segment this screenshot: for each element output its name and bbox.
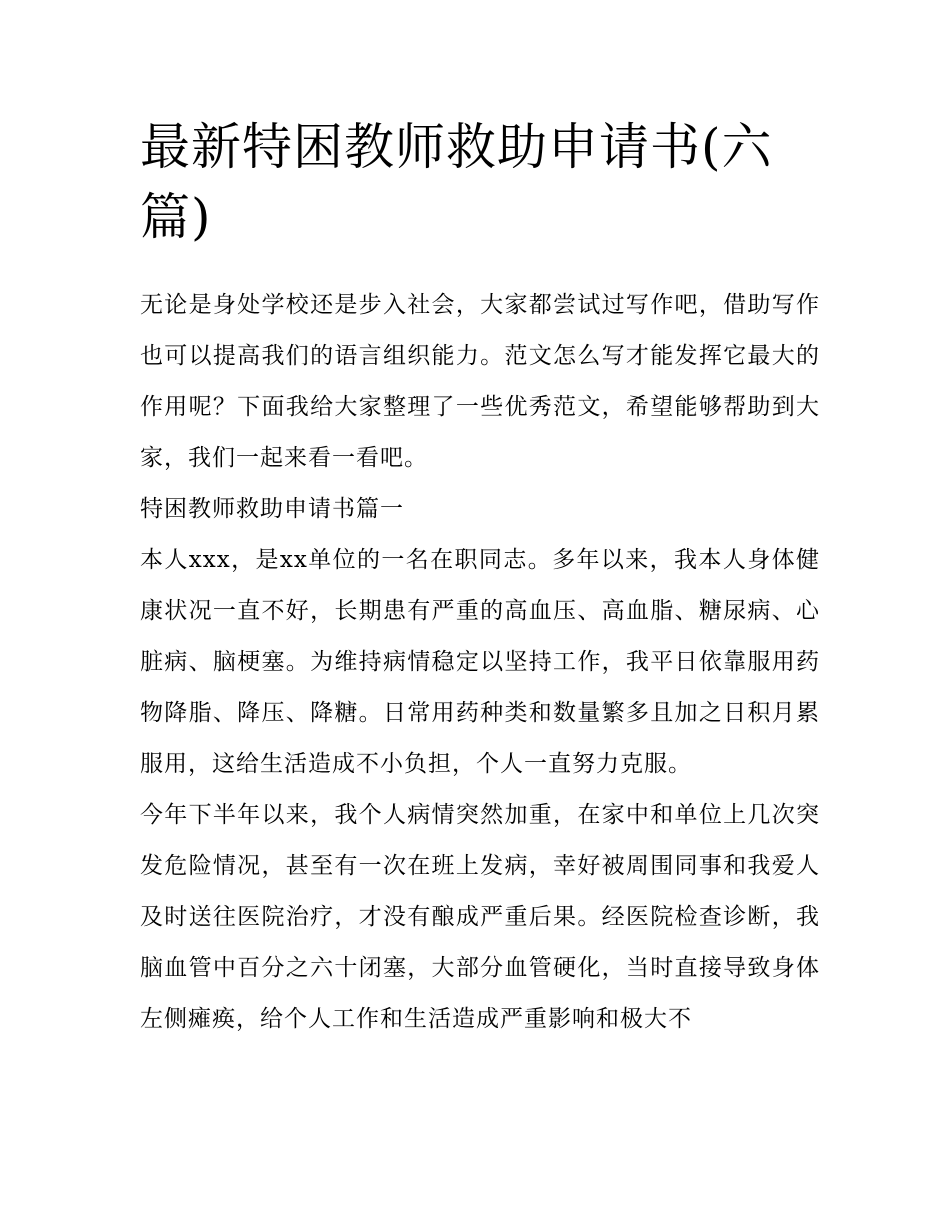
document-body [140, 112, 820, 1045]
section-heading: 特困教师救助申请书篇一 [140, 496, 404, 522]
intro-paragraph: 无论是身处学校还是步入社会，大家都尝试过写作吧，借助写作也可以提高我们的语言组织能力。范文怎么写才能发挥它最大的作用呢？下面我给大家整理了一些优秀范文，希望能够帮助到大家，我们一起来看一看吧。 [140, 292, 820, 471]
body-paragraph: 本人xxx，是xx单位的一名在职同志。多年以来，我本人身体健康状况一直不好，长期患有严重的高血压、高血脂、糖尿病、心脏病、脑梗塞。为维持病情稳定以坚持工作，我平日依靠服用药物降脂、降压、降糖。日常用药种类和数量繁多且加之日积月累服用，这给生活造成不小负担，个人一直努力克服。 [140, 547, 820, 777]
body-paragraph: 今年下半年以来，我个人病情突然加重，在家中和单位上几次突发危险情况，甚至有一次在班上发病，幸好被周围同事和我爱人及时送往医院治疗，才没有酿成严重后果。经医院检查诊断，我脑血管中百分之六十闭塞，大部分血管硬化，当时直接导致身体左侧瘫痪，给个人工作和生活造成严重影响和极大不 [140, 802, 820, 1032]
document-title: 最新特困教师救助申请书(六篇) [140, 118, 773, 246]
